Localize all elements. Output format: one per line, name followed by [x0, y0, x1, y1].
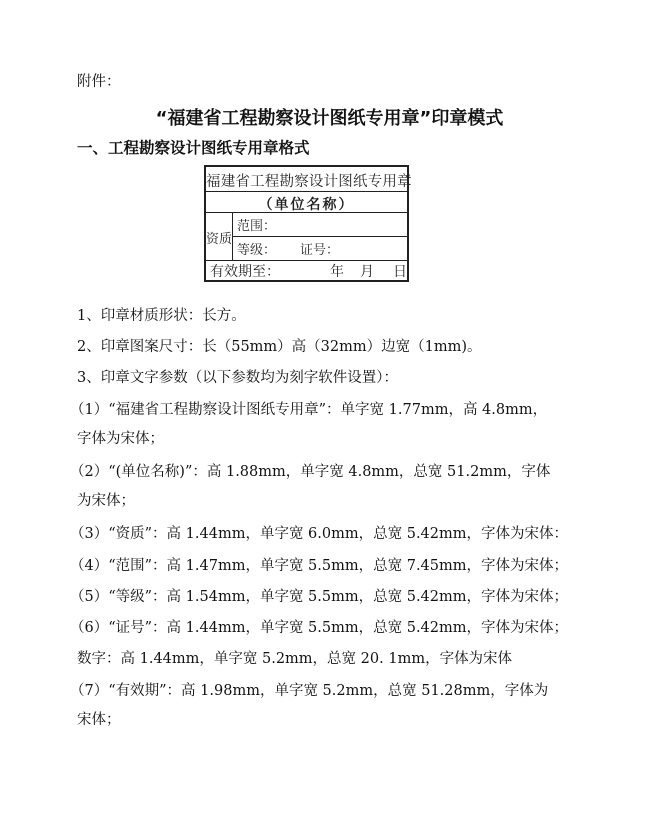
paragraph-line: （3）“资质”：高 1.44mm，单字宽 6.0mm，总宽 5.42mm，字体为宋体： [70, 526, 569, 542]
paragraph-line: 2、印章图案尺寸：长（55mm）高（32mm）边宽（1mm)。 [77, 339, 482, 355]
paragraph-line: 为宋体； [77, 493, 135, 509]
stamp-unit-row [206, 192, 407, 213]
paragraph-line: （1）“福建省工程勘察设计图纸专用章”：单字宽 1.77mm，高 4.8mm， [70, 402, 548, 418]
stamp-validity-row [206, 261, 407, 280]
stamp-grade-label: 等级： [237, 243, 277, 258]
paragraph-line: （7）“有效期”：高 1.98mm，单字宽 5.2mm，总宽 51.28mm，字体为 [70, 683, 549, 699]
stamp-month: 月 [360, 264, 374, 280]
paragraph-line: （5）“等级”：高 1.54mm，单字宽 5.5mm，总宽 5.42mm，字体为宋体； [70, 589, 569, 605]
section-heading: 一、工程勘察设计图纸专用章格式 [77, 139, 310, 157]
stamp-inner-divider [233, 236, 407, 237]
paragraph-line: （4）“范围”：高 1.47mm，单字宽 5.5mm，总宽 7.45mm，字体为宋体； [70, 558, 569, 574]
stamp-cert-label: 证号： [300, 243, 340, 258]
stamp-qualification-row [206, 213, 407, 261]
paragraph-line: 数字：高 1.44mm，单字宽 5.2mm，总宽 20. 1mm，字体为宋体 [77, 651, 513, 667]
page-title: “福建省工程勘察设计图纸专用章”印章模式 [155, 108, 504, 129]
paragraph-line: 1、印章材质形状：长方。 [77, 308, 246, 324]
stamp-title: 福建省工程勘察设计图纸专用章 [206, 174, 412, 190]
stamp-day: 日 [393, 264, 407, 280]
stamp-scope-label: 范围： [237, 219, 277, 234]
paragraph-line: （2）“(单位名称)”：高 1.88mm，单字宽 4.8mm，总宽 51.2mm，字体 [70, 464, 551, 480]
stamp-year: 年 [330, 264, 344, 280]
paragraph-line: 3、印章文字参数（以下参数均为刻字软件设置）： [77, 370, 398, 386]
seal-stamp-figure [204, 165, 412, 282]
stamp-valid-until: 有效期至： [210, 264, 280, 280]
attachment-label: 附件： [77, 74, 121, 90]
stamp-title-row [206, 167, 412, 192]
paragraph-line: 字体为宋体； [77, 431, 164, 447]
paragraph-line: （6）“证号”：高 1.44mm，单字宽 5.5mm，总宽 5.42mm，字体为宋体； [70, 620, 569, 636]
stamp-qualification-label: 资质 [206, 213, 233, 261]
paragraph-line: 宋体； [77, 712, 121, 728]
stamp-unit-name: （单位名称） [258, 197, 355, 213]
